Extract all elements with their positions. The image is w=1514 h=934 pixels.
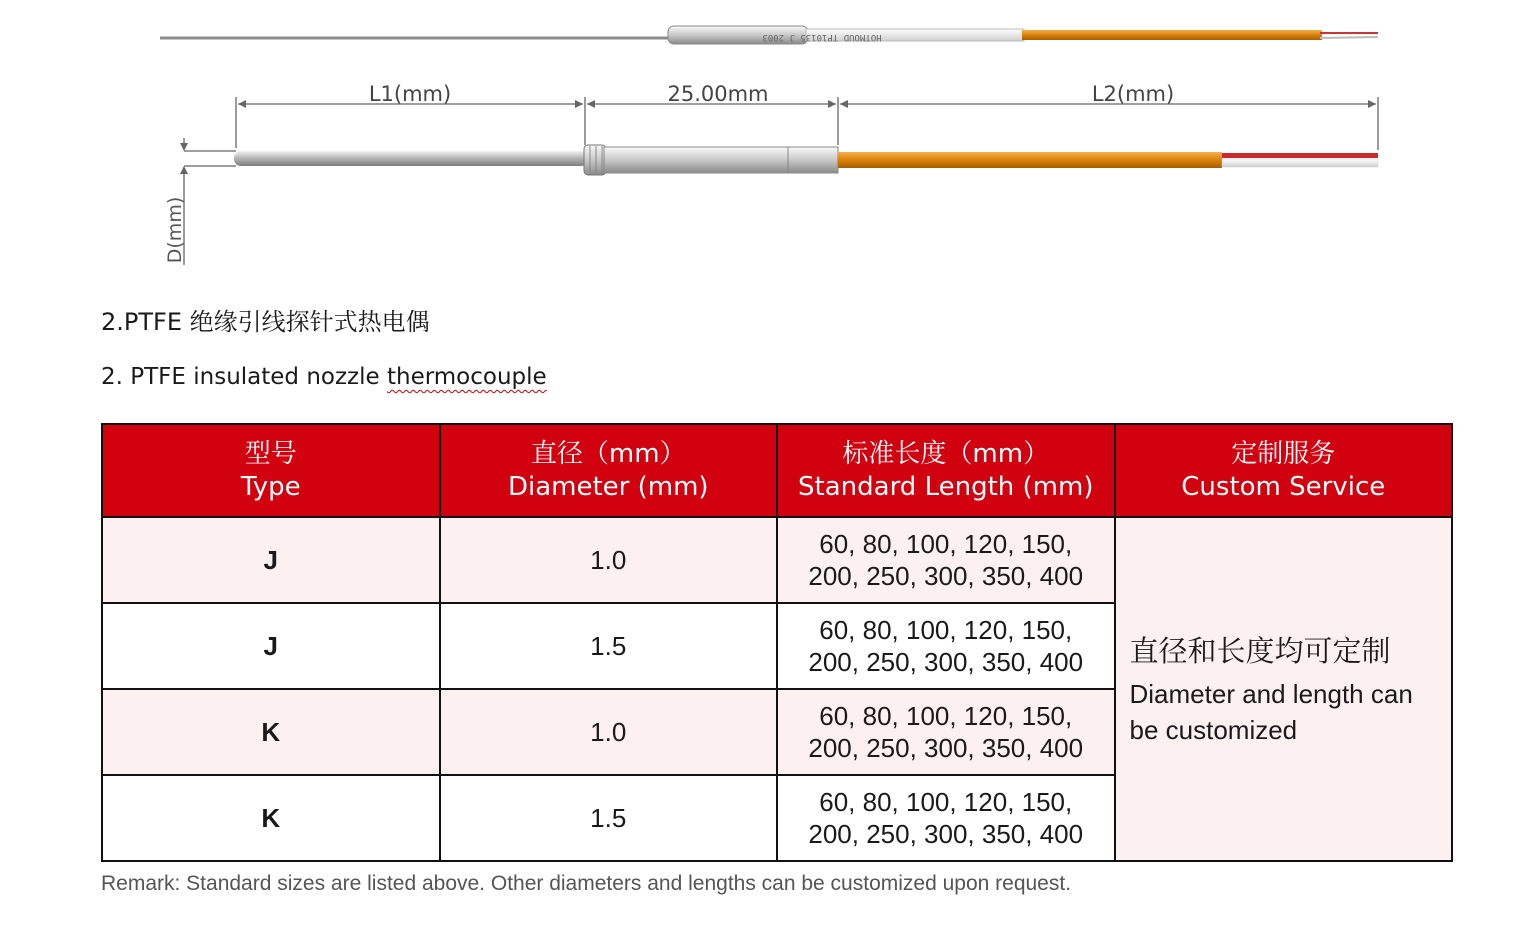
cell-diameter: 1.0 — [440, 689, 778, 775]
custom-note-chinese: 直径和长度均可定制 — [1129, 634, 1391, 668]
dimension-lines — [184, 97, 1378, 265]
custom-note-english: Diameter and length can be customized — [1129, 679, 1413, 745]
header-diameter: 直径（mm） Diameter (mm) — [440, 424, 778, 517]
table-row — [102, 517, 1452, 603]
cell-length: 60, 80, 100, 120, 150, 200, 250, 300, 350, 400 — [777, 603, 1115, 689]
cell-type: K — [102, 775, 440, 861]
label-l2: L2(mm) — [1091, 82, 1175, 106]
heading-english-text: 2. PTFE insulated nozzle — [101, 364, 387, 390]
label-25mm: 25.00mm — [667, 82, 769, 106]
cell-length: 60, 80, 100, 120, 150, 200, 250, 300, 350, 400 — [777, 775, 1115, 861]
probe-drawing — [234, 145, 1378, 175]
spec-table — [101, 423, 1453, 862]
spellcheck-flagged-word: thermocouple — [386, 364, 547, 390]
header-standard-length: 标准长度（mm） Standard Length (mm) — [777, 424, 1115, 517]
cell-custom-service — [1115, 517, 1453, 861]
heading-english — [101, 364, 547, 390]
thermocouple-photo — [160, 26, 1378, 44]
remark-note: Remark: Standard sizes are listed above. Other diameters and lengths can be customized upon request. — [101, 872, 1072, 895]
cell-type: J — [102, 603, 440, 689]
table-header-row — [102, 424, 1452, 517]
heading-chinese: 2.PTFE 绝缘引线探针式热电偶 — [101, 308, 430, 336]
cell-type: K — [102, 689, 440, 775]
cell-diameter: 1.5 — [440, 775, 778, 861]
thermocouple-diagram — [0, 0, 1514, 290]
cell-diameter: 1.0 — [440, 517, 778, 603]
label-l1: L1(mm) — [368, 82, 452, 106]
cell-length: 60, 80, 100, 120, 150, 200, 250, 300, 350, 400 — [777, 689, 1115, 775]
cell-length: 60, 80, 100, 120, 150, 200, 250, 300, 350, 400 — [777, 517, 1115, 603]
label-d: D(mm) — [164, 196, 186, 264]
header-type: 型号 Type — [102, 424, 440, 517]
cable-print: HOTMOUD TP10135 J 2003 — [762, 32, 882, 42]
header-custom-service: 定制服务 Custom Service — [1115, 424, 1453, 517]
cell-diameter: 1.5 — [440, 603, 778, 689]
cell-type: J — [102, 517, 440, 603]
